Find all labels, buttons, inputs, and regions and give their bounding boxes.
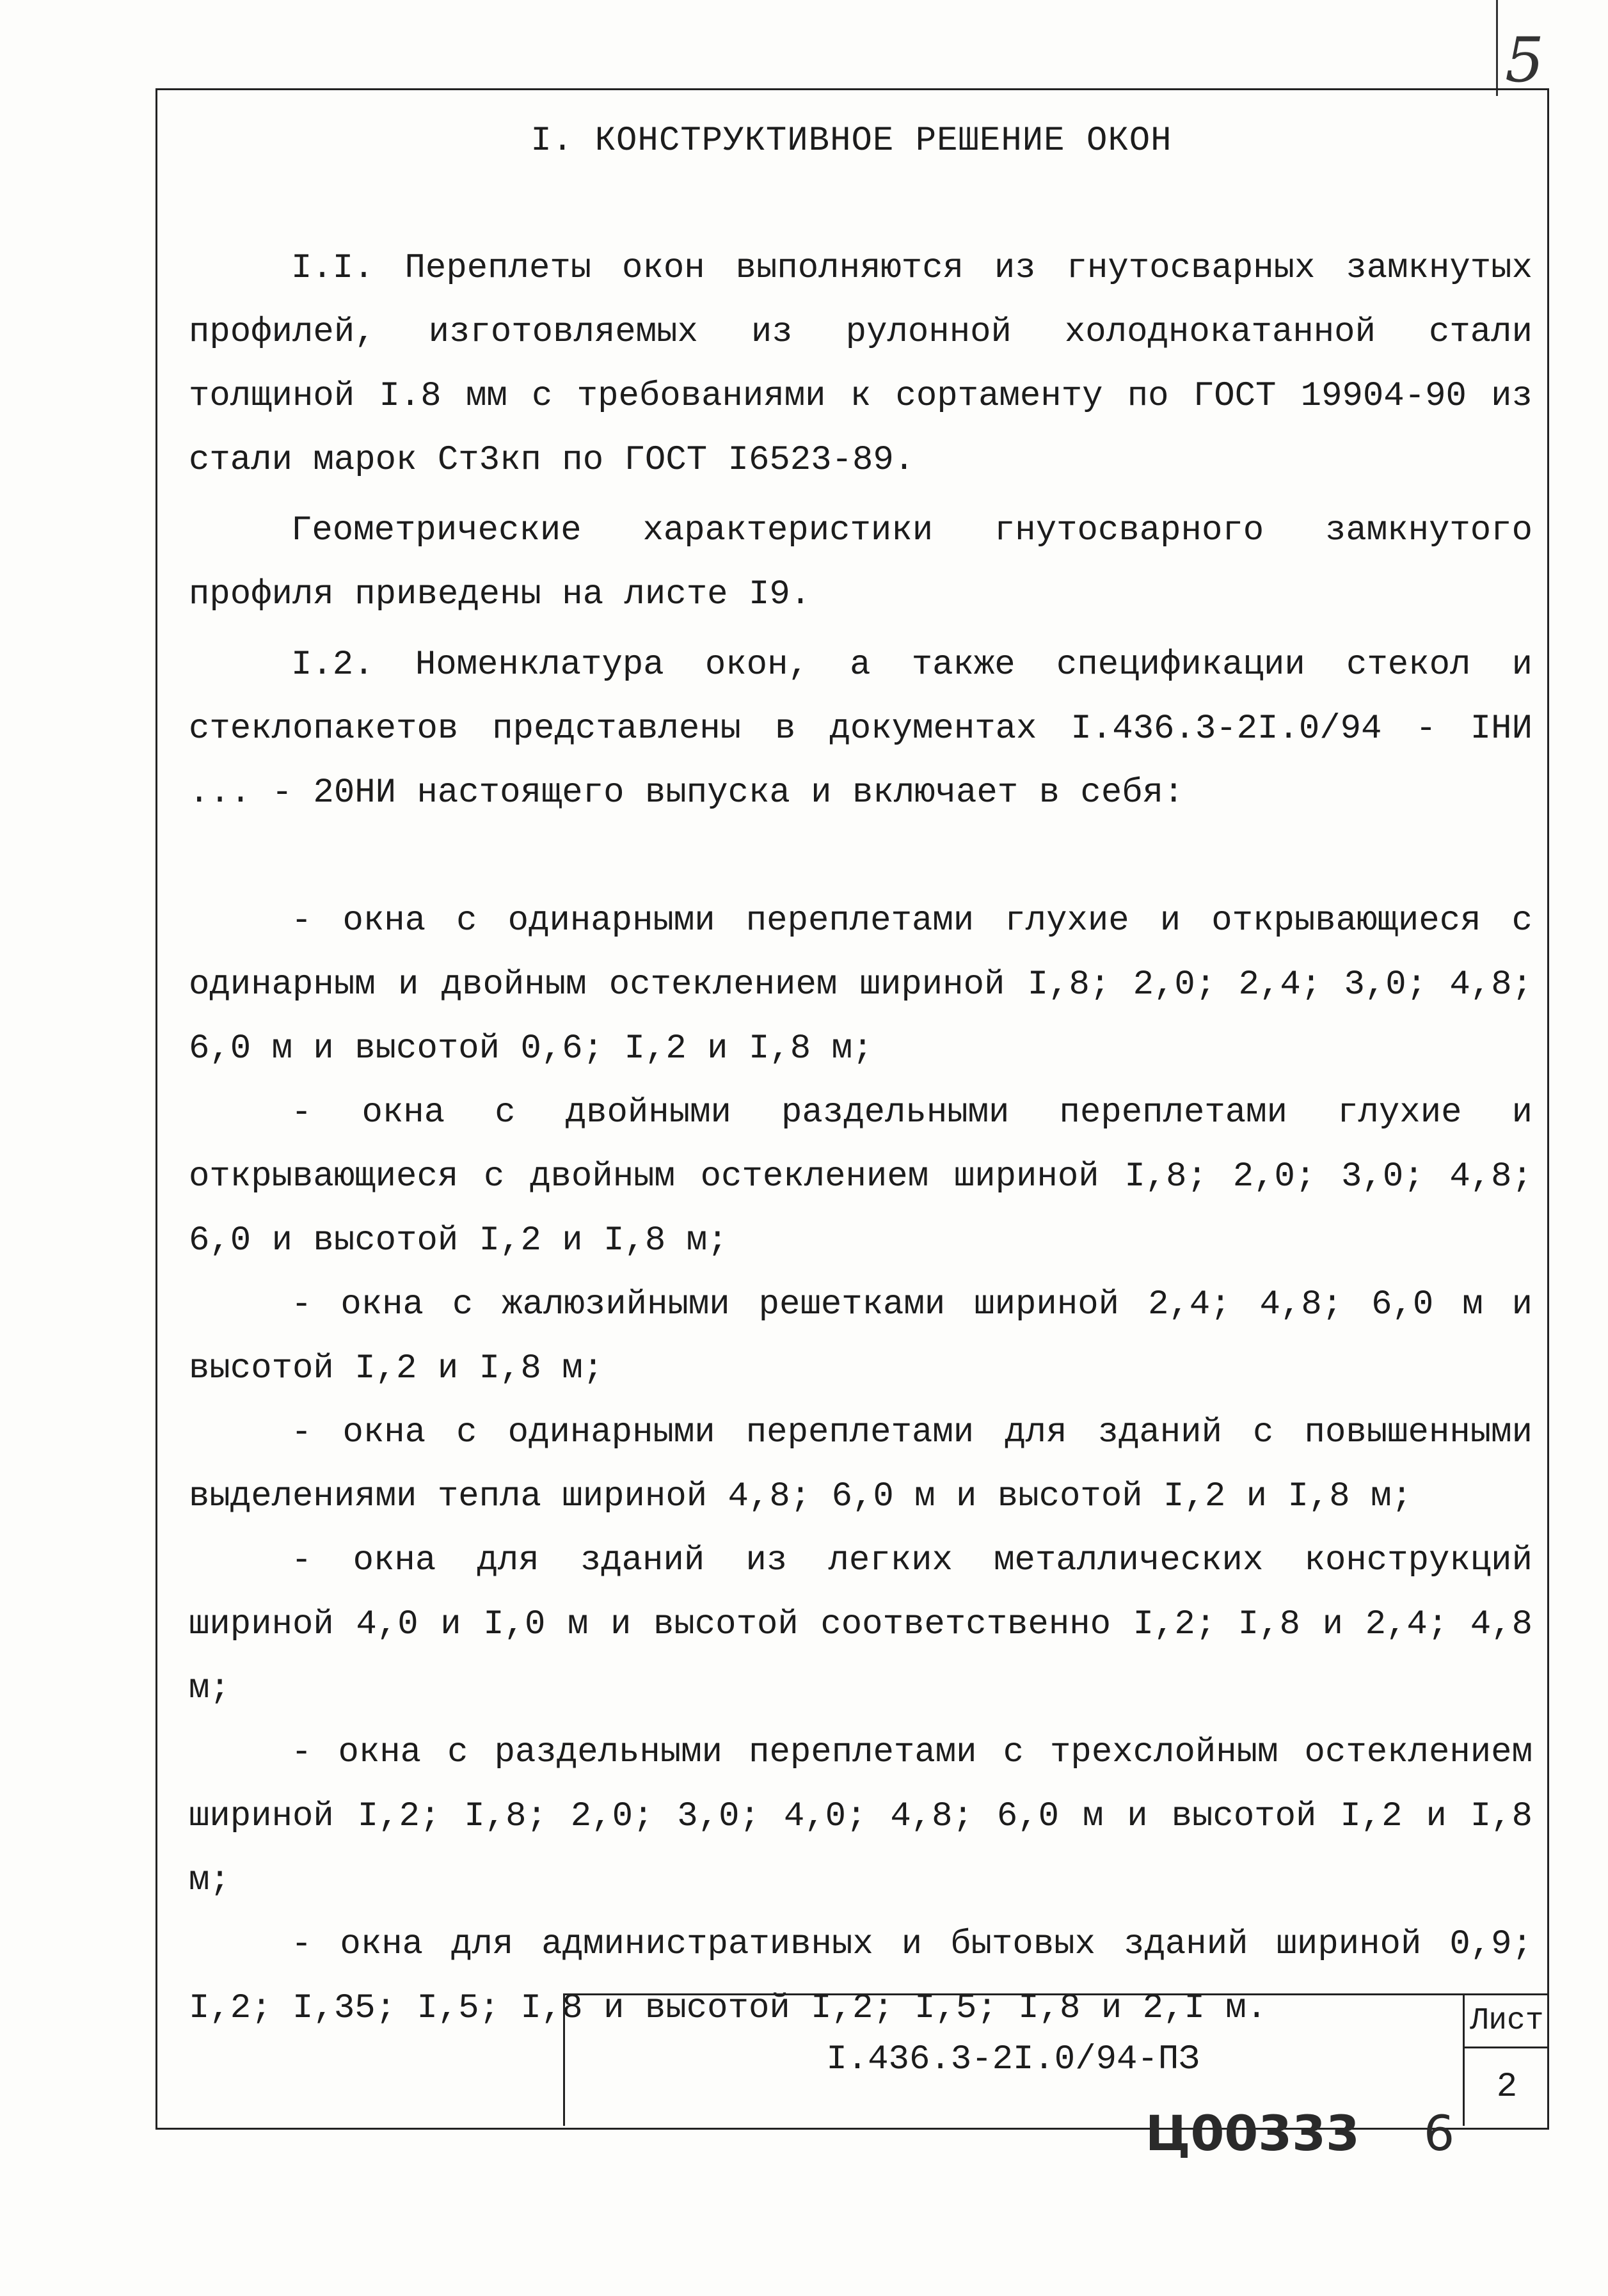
stamp-number: 6 xyxy=(1423,2105,1455,2162)
document-code: I.436.3-2I.0/94-ПЗ xyxy=(826,2040,1200,2079)
page-number: 5 xyxy=(1505,24,1545,96)
document-body xyxy=(189,237,1532,2041)
frame-edge-top xyxy=(1496,0,1498,96)
list-item: - окна для зданий из легких металлических конструкций шириной 4,0 и I,0 м и высотой соответственно I,2; I,8 и 2,4; 4,8 м; xyxy=(189,1541,1532,1708)
sheet-number: 2 xyxy=(1496,2068,1518,2107)
list-item: - окна с двойными раздельными переплетами глухие и открывающиеся с двойным остеклением шириной I,8; 2,0; 3,0; 4,8; 6,0 и высотой I,2 и I,8 м; xyxy=(189,1093,1532,1260)
sheet-cell xyxy=(1463,1995,1549,2126)
sheet-label: Лист xyxy=(1465,1995,1549,2048)
paragraph-1-2: I.2. Номенклатура окон, а также спецификации стекол и стеклопакетов представлены в документах I.436.3-2I.0/94 - IНИ ... - 20НИ настоящего выпуска и включает в себя: xyxy=(189,645,1532,812)
paragraph-geometry: Геометрические характеристики гнутосварного замкнутого профиля приведены на листе I9. xyxy=(189,511,1532,614)
list-item: - окна с жалюзийными решетками шириной 2,4; 4,8; 6,0 м и высотой I,2 и I,8 м; xyxy=(189,1285,1532,1388)
paragraph-1-1: I.I. Переплеты окон выполняются из гнутосварных замкнутых профилей, изготовляемых из рулонной холоднокатанной стали толщиной I.8 мм с требованиями к сортаменту по ГОСТ 19904-90 из стали марок Ст3кп по ГОСТ I6523-89. xyxy=(189,249,1532,480)
list-item: - окна с раздельными переплетами с трехслойным остеклением шириной I,2; I,8; 2,0; 3,0; 4,0; 4,8; 6,0 м и высотой I,2 и I,8 м; xyxy=(189,1733,1532,1900)
section-heading: I. КОНСТРУКТИВНОЕ РЕШЕНИЕ ОКОН xyxy=(530,122,1172,161)
list-item: - окна с одинарными переплетами для зданий с повышенными выделениями тепла шириной 4,8; 6,0 м и высотой I,2 и I,8 м; xyxy=(189,1413,1532,1516)
stamp-code: Ц00333 xyxy=(1145,2105,1360,2162)
list-item: - окна для административных и бытовых зданий шириной 0,9; I,2; I,35; I,5; I,8 и высотой I,2; I,5; I,8 и 2,I м. xyxy=(189,1925,1532,2028)
list-item: - окна с одинарными переплетами глухие и открывающиеся с одинарным и двойным остеклением шириной I,8; 2,0; 2,4; 3,0; 4,8; 6,0 м и высотой 0,6; I,2 и I,8 м; xyxy=(189,901,1532,1068)
archive-stamp xyxy=(1145,2105,1454,2162)
